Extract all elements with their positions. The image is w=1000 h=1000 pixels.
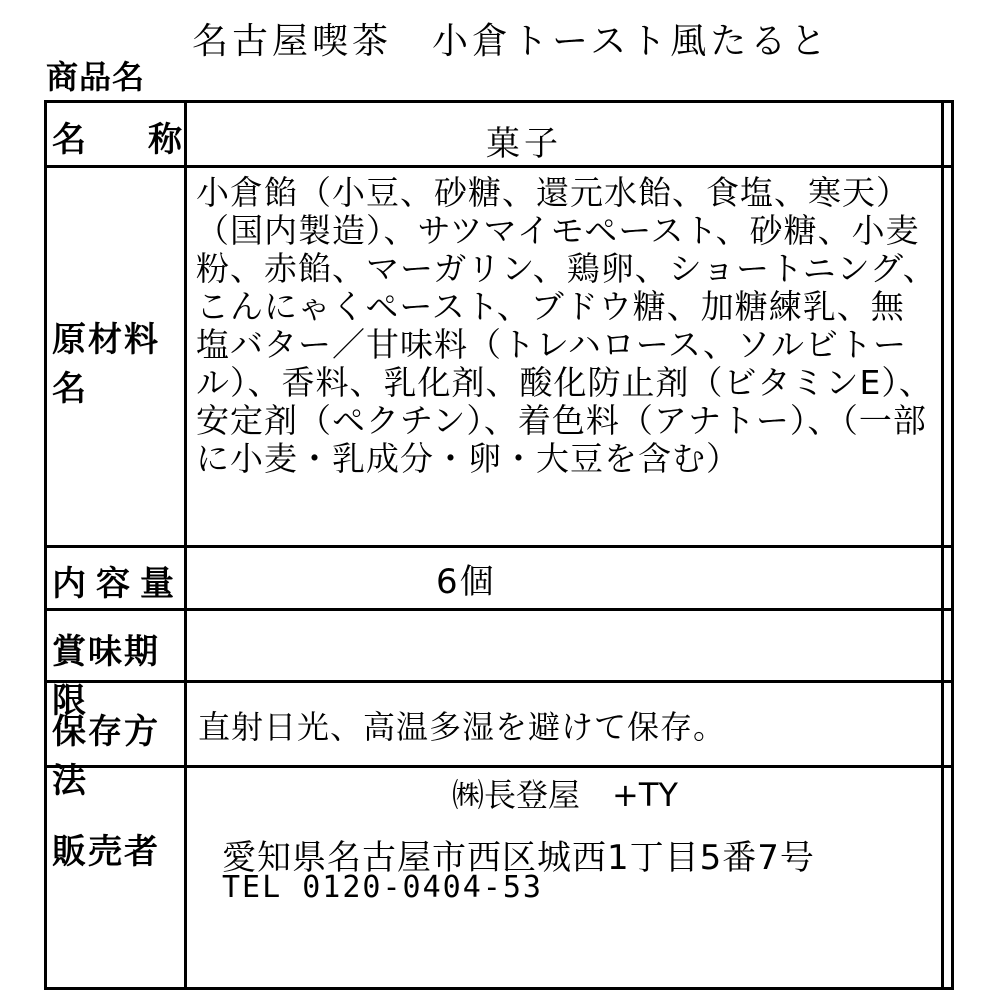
storage-label: 保存方法 xyxy=(52,712,160,801)
name-label-char-2: 称 xyxy=(148,120,184,160)
ingredients-label: 原材料名 xyxy=(52,320,160,409)
quantity-label: 内容量 xyxy=(52,564,184,604)
row-divider-2 xyxy=(44,545,954,548)
name-value: 菓子 xyxy=(486,124,562,164)
row-divider-3 xyxy=(44,608,954,611)
seller-address: 愛知県名古屋市西区城西1丁目5番7号 xyxy=(222,838,815,878)
product-name-heading: 商品名 xyxy=(46,58,146,96)
seller-company: ㈱長登屋 +TY xyxy=(452,776,678,814)
product-name-value: 名古屋喫茶 小倉トースト風たると xyxy=(192,21,831,62)
name-label xyxy=(52,112,198,161)
row-divider-1 xyxy=(44,165,954,168)
product-name-row xyxy=(40,14,960,96)
seller-tel: TEL 0120-0404-53 xyxy=(222,870,543,905)
name-label-char-1: 名 xyxy=(52,120,88,160)
ingredients-value: 小倉餡（小豆、砂糖、還元水飴、食塩、寒天）（国内製造）、サツマイモペースト、砂糖、小麦粉、赤餡、マーガリン、鶏卵、ショートニング、こんにゃくペースト、ブドウ糖、加糖練乳、無塩バター／甘味料（トレハロース、ソルビトール）、香料、乳化剤、酸化防止剤（ビタミンE）、安定剤（ペクチン）、着色料（アナトー）、（一部に小麦・乳成分・卵・大豆を含む） xyxy=(196,173,937,478)
quantity-value: 6個 xyxy=(436,562,496,602)
storage-value: 直射日光、高温多湿を避けて保存。 xyxy=(198,708,727,746)
best-before-label: 賞味期限 xyxy=(52,632,160,721)
seller-label: 販売者 xyxy=(52,832,160,872)
